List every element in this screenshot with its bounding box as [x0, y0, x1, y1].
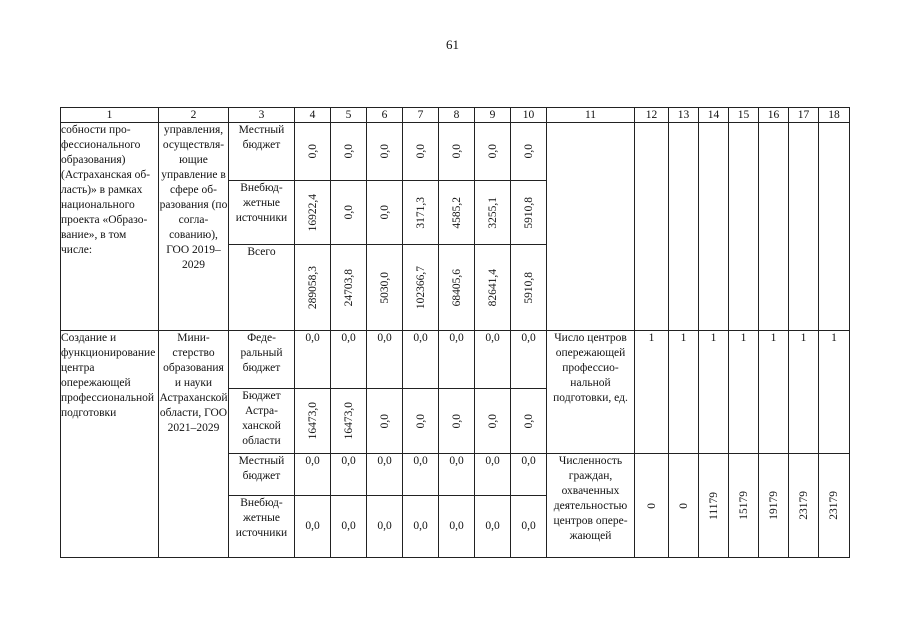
value-cell: 5910,8 — [511, 181, 547, 245]
empty-cell — [699, 123, 729, 331]
value-cell: 0,0 — [439, 496, 475, 558]
value-cell: 0,0 — [475, 496, 511, 558]
value-cell: 16473,0 — [331, 389, 367, 454]
value-cell: 5030,0 — [367, 245, 403, 331]
indicator-value: 1 — [819, 331, 850, 454]
indicator-label: Число центров опережающей профессиональной подготовки, ед. — [547, 331, 635, 454]
indicator-value: 15179 — [729, 454, 759, 558]
value-cell: 0,0 — [475, 123, 511, 181]
header-cell: 8 — [439, 108, 475, 123]
indicator-value: 23179 — [789, 454, 819, 558]
indicator-value: 19179 — [759, 454, 789, 558]
executor-cell: управления, осуществляющие управление в сфере образования (по согласованию), ГОО 2019–2029 — [159, 123, 229, 331]
indicator-label: Численность граждан, охваченных деятельностью центров опережающей — [547, 454, 635, 558]
value-cell: 24703,8 — [331, 245, 367, 331]
value-cell: 0,0 — [295, 331, 331, 389]
header-cell: 12 — [635, 108, 669, 123]
page-number: 61 — [446, 37, 459, 52]
value-cell: 0,0 — [295, 496, 331, 558]
value-cell: 0,0 — [331, 123, 367, 181]
header-cell: 18 — [819, 108, 850, 123]
table-row — [61, 123, 850, 181]
program-table — [60, 107, 850, 558]
funding-source: Внебюджетные источники — [229, 181, 295, 245]
header-cell: 1 — [61, 108, 159, 123]
table-row — [61, 331, 850, 389]
value-cell: 0,0 — [295, 454, 331, 496]
indicator-value: 23179 — [819, 454, 850, 558]
value-cell: 0,0 — [403, 123, 439, 181]
header-row — [61, 108, 850, 123]
value-cell: 0,0 — [331, 181, 367, 245]
empty-cell — [669, 123, 699, 331]
value-cell: 0,0 — [331, 496, 367, 558]
value-cell: 3171,3 — [403, 181, 439, 245]
header-cell: 4 — [295, 108, 331, 123]
empty-cell — [819, 123, 850, 331]
indicator-value: 1 — [635, 331, 669, 454]
header-cell: 6 — [367, 108, 403, 123]
header-cell: 2 — [159, 108, 229, 123]
value-cell: 16922,4 — [295, 181, 331, 245]
empty-cell — [635, 123, 669, 331]
indicator-value: 1 — [759, 331, 789, 454]
value-cell: 0,0 — [439, 331, 475, 389]
value-cell: 0,0 — [403, 496, 439, 558]
value-cell: 0,0 — [331, 331, 367, 389]
indicator-value: 0 — [669, 454, 699, 558]
header-cell: 14 — [699, 108, 729, 123]
header-cell: 10 — [511, 108, 547, 123]
value-cell: 68405,6 — [439, 245, 475, 331]
value-cell: 0,0 — [439, 123, 475, 181]
header-cell: 3 — [229, 108, 295, 123]
header-cell: 11 — [547, 108, 635, 123]
indicator-cell — [547, 123, 635, 331]
value-cell: 0,0 — [511, 389, 547, 454]
value-cell: 0,0 — [367, 181, 403, 245]
value-cell: 0,0 — [511, 331, 547, 389]
header-cell: 9 — [475, 108, 511, 123]
value-cell: 0,0 — [331, 454, 367, 496]
value-cell: 0,0 — [367, 123, 403, 181]
value-cell: 0,0 — [511, 123, 547, 181]
header-cell: 17 — [789, 108, 819, 123]
value-cell: 102366,7 — [403, 245, 439, 331]
value-cell: 0,0 — [295, 123, 331, 181]
indicator-value: 1 — [729, 331, 759, 454]
value-cell: 16473,0 — [295, 389, 331, 454]
value-cell: 0,0 — [511, 496, 547, 558]
value-cell: 0,0 — [367, 389, 403, 454]
value-cell: 5910,8 — [511, 245, 547, 331]
funding-source: Внебюджетные источники — [229, 496, 295, 558]
funding-source: Федеральный бюджет — [229, 331, 295, 389]
header-cell: 15 — [729, 108, 759, 123]
activity-description: Создание и функционирование центра опережающей профессиональной подготовки — [61, 331, 159, 558]
value-cell: 0,0 — [475, 454, 511, 496]
header-cell: 5 — [331, 108, 367, 123]
header-cell: 13 — [669, 108, 699, 123]
indicator-value: 0 — [635, 454, 669, 558]
value-cell: 3255,1 — [475, 181, 511, 245]
empty-cell — [729, 123, 759, 331]
value-cell: 0,0 — [403, 389, 439, 454]
activity-description: собности профессионального образования) (Астраханская область)» в рамках национального проекта «Образование», в том числе: — [61, 123, 159, 331]
funding-source: Всего — [229, 245, 295, 331]
value-cell: 289058,3 — [295, 245, 331, 331]
value-cell: 0,0 — [367, 331, 403, 389]
value-cell: 82641,4 — [475, 245, 511, 331]
funding-source: Бюджет Астраханской области — [229, 389, 295, 454]
indicator-value: 11179 — [699, 454, 729, 558]
value-cell: 0,0 — [475, 331, 511, 389]
value-cell: 0,0 — [511, 454, 547, 496]
empty-cell — [789, 123, 819, 331]
empty-cell — [759, 123, 789, 331]
value-cell: 0,0 — [439, 454, 475, 496]
value-cell: 4585,2 — [439, 181, 475, 245]
funding-source: Местный бюджет — [229, 123, 295, 181]
indicator-value: 1 — [699, 331, 729, 454]
value-cell: 0,0 — [439, 389, 475, 454]
funding-source: Местный бюджет — [229, 454, 295, 496]
header-cell: 16 — [759, 108, 789, 123]
value-cell: 0,0 — [403, 331, 439, 389]
executor-cell: Министерство образования и науки Астраханской области, ГОО 2021–2029 — [159, 331, 229, 558]
value-cell: 0,0 — [475, 389, 511, 454]
value-cell: 0,0 — [403, 454, 439, 496]
indicator-value: 1 — [669, 331, 699, 454]
value-cell: 0,0 — [367, 496, 403, 558]
indicator-value: 1 — [789, 331, 819, 454]
header-cell: 7 — [403, 108, 439, 123]
value-cell: 0,0 — [367, 454, 403, 496]
